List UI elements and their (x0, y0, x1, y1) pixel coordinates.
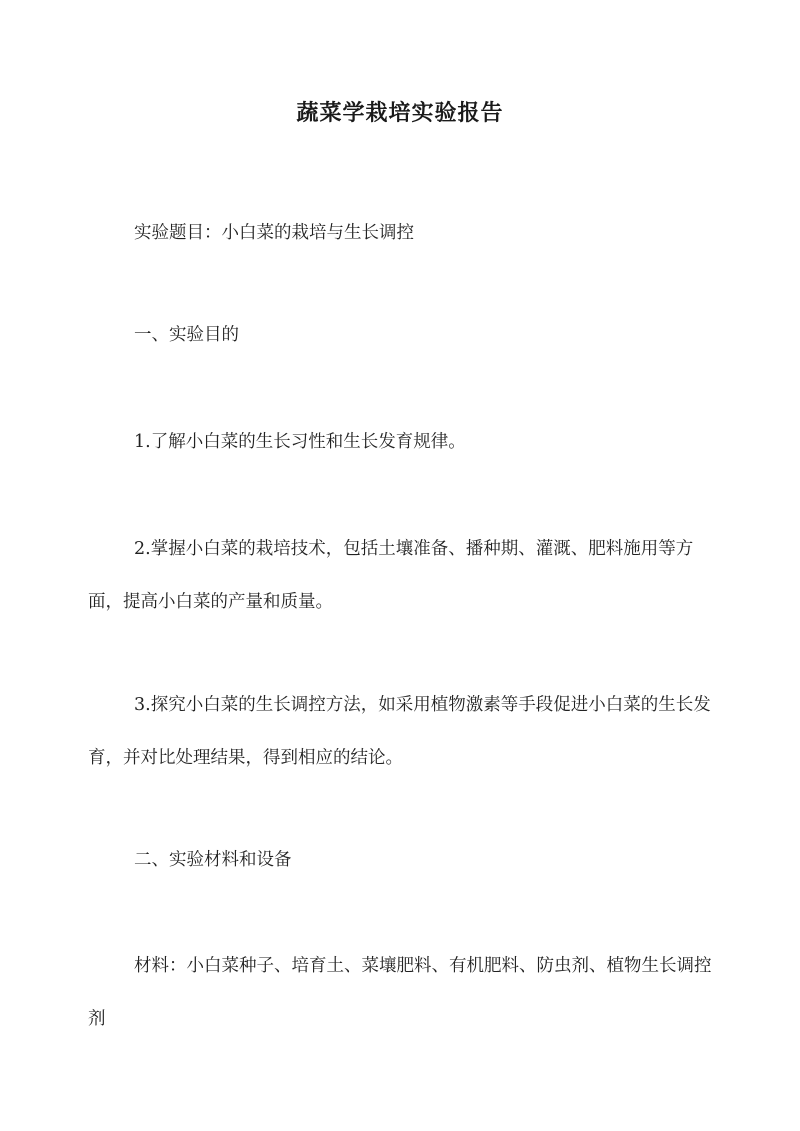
section-heading-purpose: 一、实验目的 (134, 325, 239, 345)
purpose-item-1: 1.了解小白菜的生长习性和生长发育规律。 (134, 432, 466, 452)
purpose-item-2: 2.掌握小白菜的栽培技术，包括土壤准备、播种期、灌溉、肥料施用等方面，提高小白菜的产量和质量。 (88, 539, 694, 612)
section-heading-materials: 二、实验材料和设备 (134, 850, 292, 870)
experiment-topic: 实验题目：小白菜的栽培与生长调控 (134, 223, 414, 243)
materials-paragraph: 材料：小白菜种子、培育土、菜壤肥料、有机肥料、防虫剂、植物生长调控剂 (88, 956, 712, 1029)
document-title: 蔬菜学栽培实验报告 (296, 100, 504, 126)
purpose-item-3: 3.探究小白菜的生长调控方法，如采用植物激素等手段促进小白菜的生长发育，并对比处理结果，得到相应的结论。 (88, 695, 711, 768)
